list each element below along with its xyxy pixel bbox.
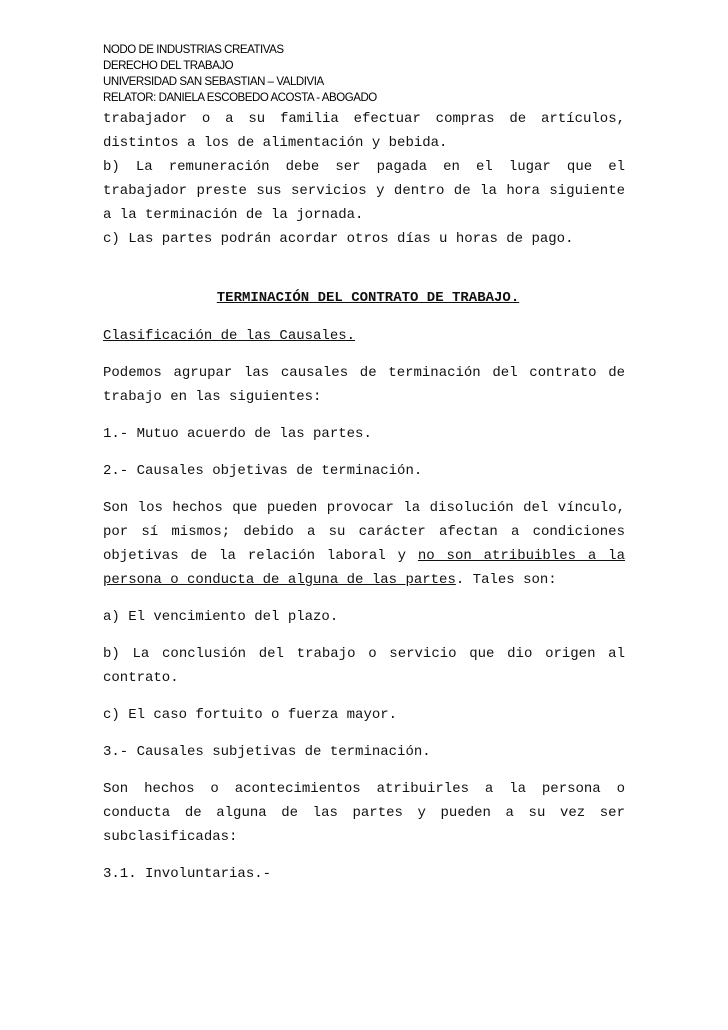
section-heading: TERMINACIÓN DEL CONTRATO DE TRABAJO. [216,290,520,306]
list-item-force-majeure: c) El caso fortuito o fuerza mayor. [103,707,398,723]
paragraph-item-c-payment-agreement: c) Las partes podrán acordar otros días u horas de pago. [103,231,574,247]
list-item-work-conclusion: b) La conclusión del trabajo o servicio que dio origen al contrato. [103,646,625,686]
document-header [103,42,623,106]
paragraph-intro: Podemos agrupar las causales de terminación del contrato de trabajo en las siguientes: [103,365,625,405]
header-speaker: RELATOR: DANIELA ESCOBEDO ACOSTA - ABOGADO [103,92,377,104]
paragraph-continuation: trabajador o a su familia efectuar compras de artículos, distintos a los de alimentación y bebida. [103,111,625,151]
header-course: DERECHO DEL TRABAJO [103,60,234,72]
header-university: UNIVERSIDAD SAN SEBASTIAN – VALDIVIA [103,76,324,88]
list-item-subjective-causes: 3.- Causales subjetivas de terminación. [103,744,431,760]
paragraph-objective-text-end: . Tales son: [455,572,557,588]
list-item-mutual-agreement: 1.- Mutuo acuerdo de las partes. [103,426,372,442]
document-body [103,107,625,886]
list-item-term-expiry: a) El vencimiento del plazo. [103,609,339,625]
paragraph-item-b-payment-place: b) La remuneración debe ser pagada en el lugar que el trabajador preste sus servicios y dentro de la hora siguiente a la terminación de la jornada. [103,159,625,223]
header-organization: NODO DE INDUSTRIAS CREATIVAS [103,44,284,56]
paragraph-objective-text-start: Son los hechos que pueden provocar la disolución del vínculo, por sí mismos; debido a su carácter afectan a condiciones objetivas de la relación laboral y [103,500,625,564]
list-item-objective-causes: 2.- Causales objetivas de terminación. [103,463,423,479]
paragraph-subjective-causes: Son hechos o acontecimientos atribuirles a la persona o conducta de alguna de las partes y pueden a su vez ser subclasificadas: [103,781,625,845]
section-subheading: Clasificación de las Causales. [103,328,356,344]
list-item-involuntary: 3.1. Involuntarias.- [103,866,272,882]
paragraph-objective-underlined: no son atribuibles a la persona o conducta de alguna de las partes [103,548,625,588]
paragraph-objective-causes [103,496,625,592]
